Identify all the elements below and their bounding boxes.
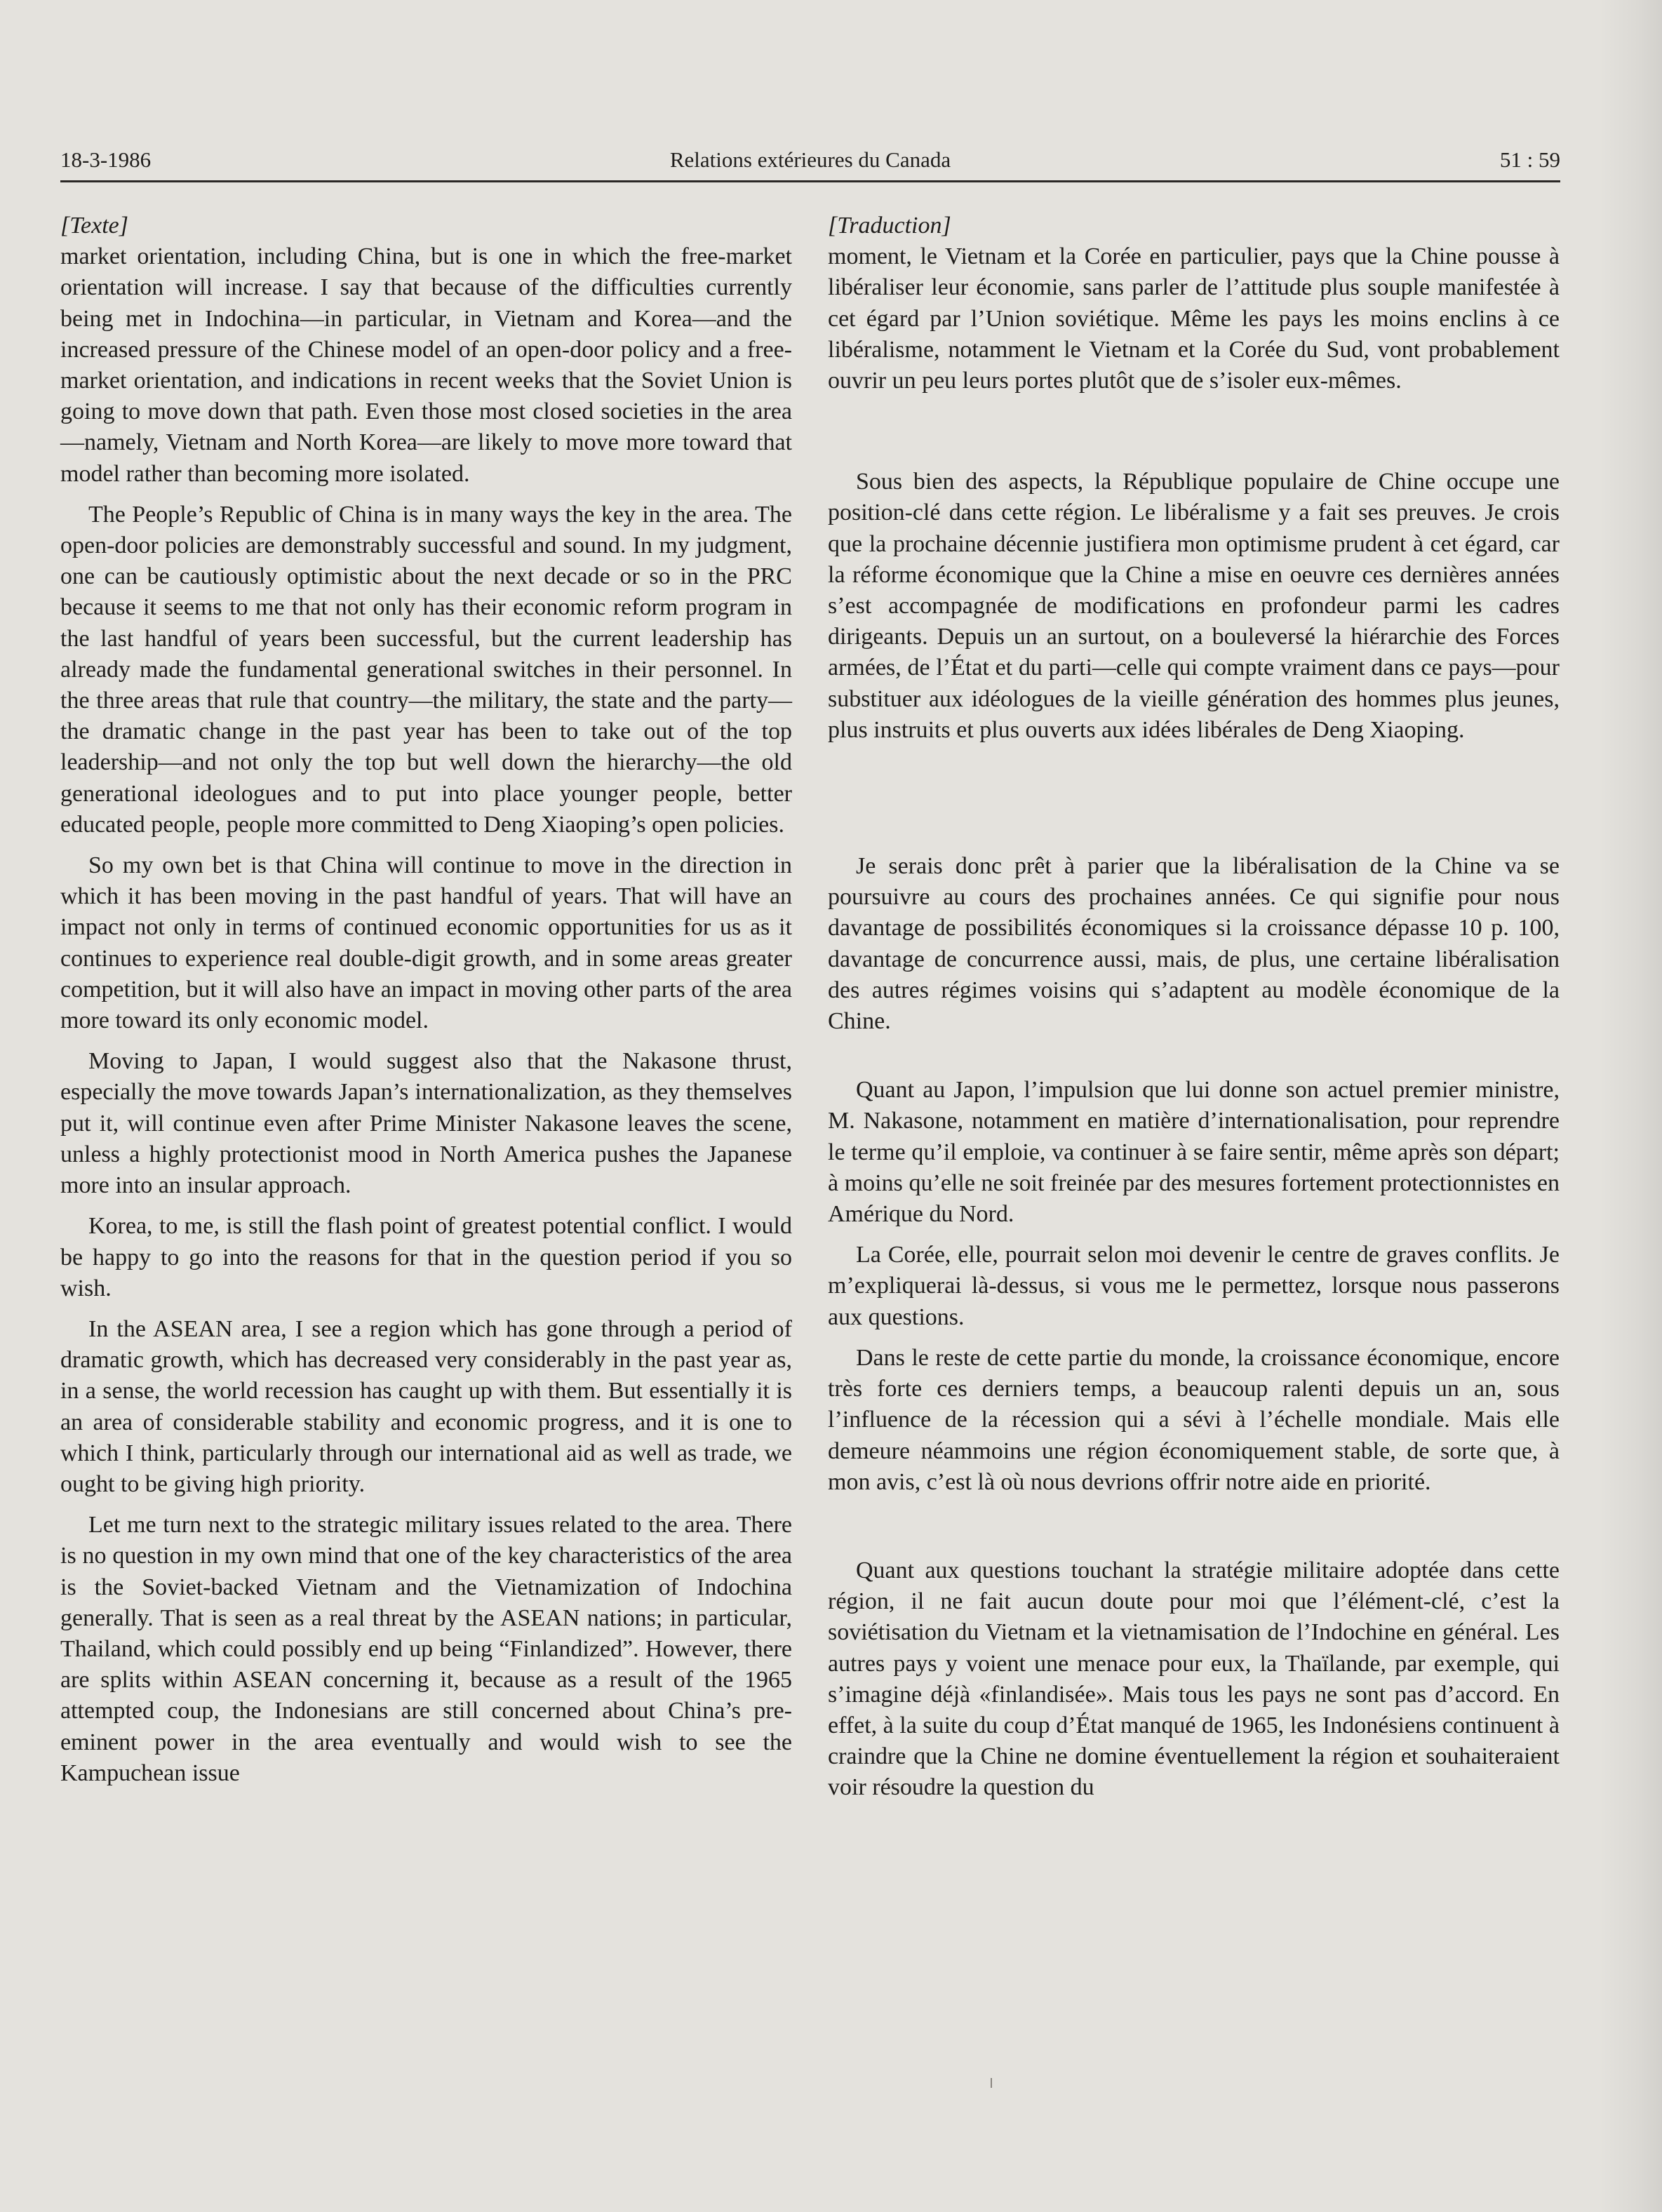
paragraph: Korea, to me, is still the flash point of greatest potential conflict. I would be happy to go into the reasons for that in the question period if you so wish. (60, 1213, 792, 1301)
paragraph: Sous bien des aspects, la République populaire de Chine occupe une position-clé dans cette région. Le libéralisme y a fait ses preuves. Je crois que la prochaine décennie justifiera mon optimisme prudent à cet égard, car la réforme économique que la Chine a mise en oeuvre ces dernières années s’est accompagnée de modifications en profondeur parmi les cadres dirigeants. Depuis un an surtout, on a bouleversé la hiérarchie des Forces armées, de l’État et du parti—celle qui compte vraiment dans ce pays—pour substituer aux idéologues de la vieille génération des hommes plus jeunes, plus instruits et plus ouverts aux idées libérales de Deng Xiaoping. (828, 469, 1560, 743)
paragraph: Moving to Japan, I would suggest also that the Nakasone thrust, especially the move towards Japan’s internationalization, as they themselves put it, will continue even after Prime Minister Nakasone leaves the scene, unless a highly protectionist mood in North America pushes the Japanese more into an insular approach. (60, 1048, 792, 1199)
paragraph: Let me turn next to the strategic military issues related to the area. There is no question in my own mind that one of the key characteristics of the area is the Soviet-backed Vietnam and the Vietnamization of Indochina generally. That is seen as a real threat by the ASEAN nations; in particular, Thailand, which could possibly end up being “Finlandized”. However, there are splits within ASEAN concerning it, because as a result of the 1965 attempted coup, the Indonesians are still concerned about China’s pre-eminent power in the area eventually and would wish to see the Kampuchean issue (60, 1512, 792, 1786)
paragraph: moment, le Vietnam et la Corée en particulier, pays que la Chine pousse à libéraliser leur économie, sans parler de l’attitude plus souple manifestée à cet égard par l’Union soviétique. Même les pays les moins enclins à ce libéralisme, notamment le Vietnam et la Corée du Sud, vont probablement ouvrir un peu leurs portes plutôt que de s’isoler eux-mêmes. (828, 243, 1560, 394)
column-french (828, 210, 1560, 1804)
paragraph: Quant aux questions touchant la stratégie militaire adoptée dans cette région, il ne fait aucun doute pour moi que l’élément-clé, c’est la soviétisation du Vietnam et la vietnamisation de l’Indochine en général. Les autres pays y voient une menace pour eux, la Thaïlande, par exemple, qui s’imagine déjà «finlandisée». Mais tous les pays ne sont pas d’accord. En effet, à la suite du coup d’État manqué de 1965, les Indonésiens continuent à craindre que la Chine ne domine éventuellement la région et souhaiteraient voir résoudre la question du (828, 1557, 1560, 1801)
column-label-texte: [Texte] (60, 213, 128, 239)
paragraph: Je serais donc prêt à parier que la libéralisation de la Chine va se poursuivre au cours des prochaines années. Ce qui signifie pour nous davantage de possibilités économiques si la croissance dépasse 10 p. 100, davantage de concurrence aussi, mais, de plus, une certaine libéralisation des autres régimes voisins qui s’adaptent au modèle économique de la Chine. (828, 853, 1560, 1035)
paragraph: The People’s Republic of China is in many ways the key in the area. The open-door policies are demonstrably successful and sound. In my judgment, one can be cautiously optimistic about the next decade or so in the PRC because it seems to me that not only has their economic reform program in the last handful of years been successful, but the current leadership has already made the fundamental generational switches in their personnel. In the three areas that rule that country—the military, the state and the party—the dramatic change in the past year has been to take out of the top leadership—and not only the top but well down the hierarchy—the old generational ideologues and to put into place younger people, better educated people, people more committed to Deng Xiaoping’s open policies. (60, 501, 792, 838)
paragraph: Dans le reste de cette partie du monde, la croissance économique, encore très forte ces derniers temps, a beaucoup ralenti depuis un an, sous l’influence de la récession qui a sévi à l’échelle mondiale. Mais elle demeure néammoins une région économiquement stable, de sorte que, à mon avis, c’est là où nous devrions offrir notre aide en priorité. (828, 1344, 1560, 1495)
column-english (60, 210, 792, 1789)
paragraph: Quant au Japon, l’impulsion que lui donne son actuel premier ministre, M. Nakasone, notamment en matière d’internationalisation, pour reprendre le terme qu’il emploie, va continuer à se faire sentir, même après son départ; à moins qu’elle ne soit freinée par des mesures fortement protectionnistes en Amérique du Nord. (828, 1077, 1560, 1228)
column-label-traduction: [Traduction] (828, 213, 951, 239)
page-edge-shadow (1599, 0, 1662, 2212)
header-rule (60, 180, 1560, 182)
header-title: Relations extérieures du Canada (669, 147, 951, 172)
paragraph: market orientation, including China, but is one in which the free-market orientation will increase. I say that because of the difficulties currently being met in Indochina—in particular, in Vietnam and Korea—and the increased pressure of the Chinese model of an open-door policy and a free-market orientation, and indications in recent weeks that the Soviet Union is going to move down that path. Even those most closed societies in the area—namely, Vietnam and North Korea—are likely to move more toward that model rather than becoming more isolated. (60, 243, 792, 487)
paragraph: In the ASEAN area, I see a region which has gone through a period of dramatic growth, which has decreased very considerably in the past year as, in a sense, the world recession has caught up with them. But essentially it is an area of considerable stability and economic progress, and it is one to which I think, particularly through our international aid as well as trade, we ought to be giving high priority. (60, 1315, 792, 1497)
stray-mark (991, 2078, 992, 2088)
header-page-ref: 51 : 59 (1499, 147, 1560, 172)
page-header (60, 146, 1560, 180)
header-date: 18-3-1986 (60, 147, 152, 172)
paragraph: So my own bet is that China will continue to move in the direction in which it has been moving in the past handful of years. That will have an impact not only in terms of continued economic opportunities for us as it continues to experience real double-digit growth, and in some areas greater competition, but it will also have an impact in moving other parts of the area more toward its only economic model. (60, 852, 792, 1034)
paragraph: La Corée, elle, pourrait selon moi devenir le centre de graves conflits. Je m’expliquerai là-dessus, si vous me le permettez, lorsque nous passerons aux questions. (828, 1242, 1560, 1330)
